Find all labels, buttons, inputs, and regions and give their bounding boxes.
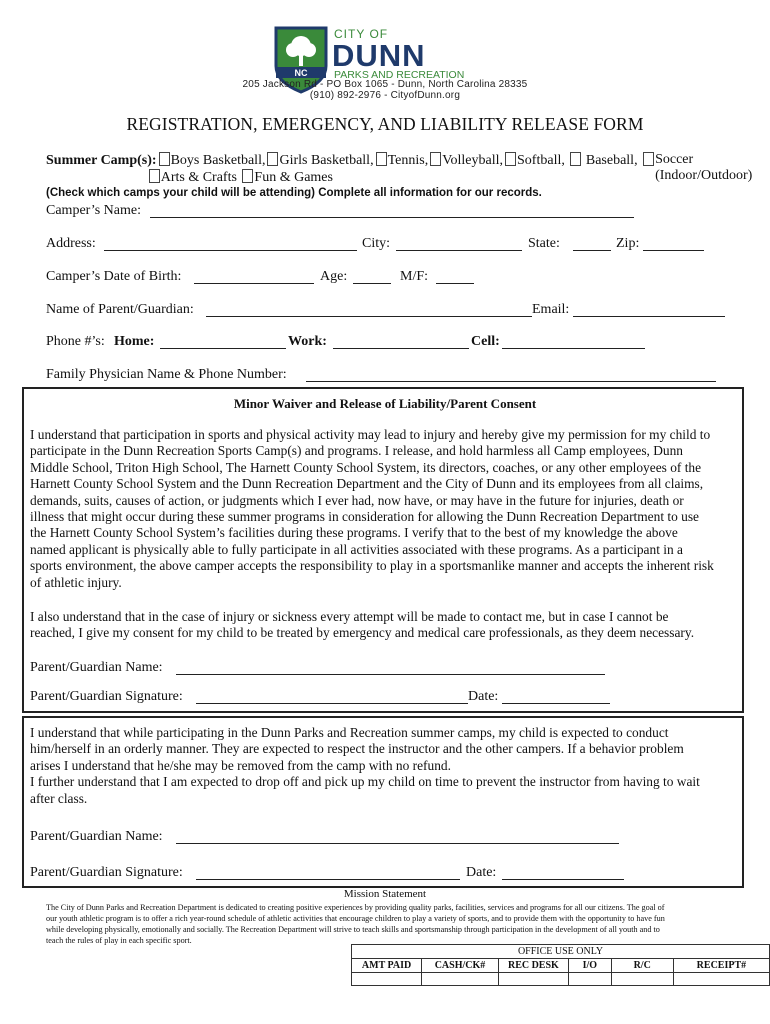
conduct-date-field[interactable] xyxy=(502,879,624,880)
form-title: REGISTRATION, EMERGENCY, AND LIABILITY RELEASE FORM xyxy=(126,114,644,134)
waiver-parent-sig-field[interactable] xyxy=(196,703,468,704)
conduct-parent-sig-field[interactable] xyxy=(196,879,460,880)
waiver-heading: Minor Waiver and Release of Liability/Parent Consent xyxy=(233,396,537,411)
office-columns-row xyxy=(352,959,770,973)
text-line: Middle School, Triton High School, The Harnett County School System, its directors, coaches, or any other employees of the xyxy=(30,459,702,475)
text-line: Harnett County School System and the Dunn Recreation Department and the City of Dunn and its employees from all claims, xyxy=(30,476,704,492)
address-field[interactable] xyxy=(104,250,357,251)
cell-phone-field[interactable] xyxy=(502,348,645,349)
checkbox-soccer[interactable] xyxy=(643,152,654,166)
checkbox-fun-games[interactable] xyxy=(242,169,253,183)
office-cell[interactable] xyxy=(352,973,422,986)
text-line: teach the rules of play in each specific sport. xyxy=(46,936,192,945)
camp-volleyball: Volleyball, xyxy=(442,153,504,168)
text-line: sports environment, the above camper accepts the responsibility to play in a sportsmanlike manner and accepts the inherent risk xyxy=(30,558,714,574)
waiver-paragraph-2 xyxy=(30,609,694,642)
text-line: illness that might occur during these summer programs in consideration for allowing the Dunn Recreation Department to use xyxy=(30,509,699,525)
city-field[interactable] xyxy=(396,250,522,251)
text-line: arises I understand that he/she may be removed from the camp with no refund. xyxy=(30,757,451,773)
office-cell[interactable] xyxy=(673,973,769,986)
conduct-parent-sig-label: Parent/Guardian Signature: xyxy=(30,865,183,880)
text-line: after class. xyxy=(30,790,88,806)
conduct-parent-name-label: Parent/Guardian Name: xyxy=(30,829,163,844)
checkbox-tennis[interactable] xyxy=(376,152,387,166)
text-line: I further understand that I am expected to drop off and pick up my child on time to prevent the instructor from having to wait xyxy=(30,774,700,790)
office-cell[interactable] xyxy=(569,973,612,986)
parent-name-field[interactable] xyxy=(206,316,532,317)
mf-field[interactable] xyxy=(436,283,474,284)
conduct-date-label: Date: xyxy=(466,865,497,880)
checkbox-volleyball[interactable] xyxy=(430,152,441,166)
office-column-header: RECEIPT# xyxy=(673,959,769,973)
work-label: Work: xyxy=(288,334,327,349)
zip-label: Zip: xyxy=(616,236,640,251)
campers-name-field[interactable] xyxy=(150,217,634,218)
camps-line-2 xyxy=(46,169,333,186)
waiver-date-field[interactable] xyxy=(502,703,610,704)
age-label: Age: xyxy=(320,269,348,284)
checkbox-baseball[interactable] xyxy=(570,152,581,166)
camps-label: Summer Camp(s): xyxy=(46,153,157,168)
dob-field[interactable] xyxy=(194,283,314,284)
text-line: named applicant is physically able to fully participate in all activities associated with these programs. As a participant in a xyxy=(30,541,683,557)
age-field[interactable] xyxy=(353,283,391,284)
conduct-paragraph xyxy=(30,725,700,807)
waiver-parent-sig-label: Parent/Guardian Signature: xyxy=(30,689,183,704)
work-phone-field[interactable] xyxy=(333,348,469,349)
logo-city-of: CITY OF xyxy=(334,27,389,41)
text-line: while developing physically, emotionally and socially. The Recreation Department will strive to teach skills and sportsmanship through participation in the development of all youth and to xyxy=(46,925,660,934)
office-column-header: CASH/CK# xyxy=(422,959,499,973)
text-line: reached, I give my consent for my child to be treated by emergency and medical care professionals, as they deem necessary. xyxy=(30,625,695,641)
dob-label: Camper’s Date of Birth: xyxy=(46,269,182,284)
physician-field[interactable] xyxy=(306,381,716,382)
header-address xyxy=(230,79,540,101)
home-phone-field[interactable] xyxy=(160,348,286,349)
text-line: of athletic injury. xyxy=(30,574,122,590)
waiver-paragraph-1 xyxy=(30,427,714,591)
zip-field[interactable] xyxy=(643,250,704,251)
camp-arts-crafts: Arts & Crafts xyxy=(160,170,237,185)
text-line: participate in the Dunn Recreation Sports Camp(s) and programs. I release, and hold harmless all Camp employees, Dunn xyxy=(30,443,683,459)
office-cell[interactable] xyxy=(498,973,568,986)
email-label: Email: xyxy=(532,302,570,317)
camp-girls-basketball: Girls Basketball, xyxy=(279,153,374,168)
cell-label: Cell: xyxy=(471,334,500,349)
waiver-parent-name-label: Parent/Guardian Name: xyxy=(30,660,163,675)
phone-label: Phone #’s: xyxy=(46,334,105,349)
text-line: I understand that while participating in the Dunn Parks and Recreation summer camps, my child is expected to conduct xyxy=(30,725,669,740)
state-field[interactable] xyxy=(573,250,611,251)
office-column-header: AMT PAID xyxy=(352,959,422,973)
mf-label: M/F: xyxy=(400,269,429,284)
office-column-header: REC DESK xyxy=(498,959,568,973)
address-line-2: (910) 892-2976 - CityofDunn.org xyxy=(309,90,461,101)
checkbox-girls-basketball[interactable] xyxy=(267,152,278,166)
text-line: I understand that participation in sports and physical activity may lead to injury and hereby give my permission for my child to xyxy=(30,427,711,442)
address-line-1: 205 Jackson Rd - PO Box 1065 - Dunn, North Carolina 28335 xyxy=(242,79,528,90)
parent-name-label: Name of Parent/Guardian: xyxy=(46,302,194,317)
office-cell[interactable] xyxy=(611,973,673,986)
camp-softball: Softball, xyxy=(517,153,565,168)
email-field[interactable] xyxy=(573,316,725,317)
text-line: our youth athletic program is to offer a rich year-round schedule of athletic activities that encourage children to play a variety of sports, and to provide them with the opportunity to have fun xyxy=(46,914,665,923)
camp-soccer: Soccer (Indoor/Outdoor) xyxy=(655,152,753,183)
text-line: I also understand that in the case of injury or sickness every attempt will be made to contact me, but in case I cannot be xyxy=(30,609,669,624)
camp-tennis: Tennis, xyxy=(387,153,429,168)
checkbox-arts-crafts[interactable] xyxy=(149,169,160,183)
office-use-table xyxy=(351,944,770,986)
office-use-title: OFFICE USE ONLY xyxy=(352,945,770,959)
checkbox-boys-basketball[interactable] xyxy=(159,152,170,166)
conduct-parent-name-field[interactable] xyxy=(176,843,619,844)
campers-name-label: Camper’s Name: xyxy=(46,203,141,218)
text-line: the Harnett County School System’s facilities during these programs. I verify that to the best of my knowledge the above xyxy=(30,525,678,541)
mission-title: Mission Statement xyxy=(343,888,427,900)
camp-baseball: Baseball, xyxy=(585,153,638,168)
camp-fun-games: Fun & Games xyxy=(254,170,333,185)
address-label: Address: xyxy=(46,236,96,251)
state-label: State: xyxy=(528,236,560,251)
office-column-header: I/O xyxy=(569,959,612,973)
physician-label: Family Physician Name & Phone Number: xyxy=(46,367,287,382)
text-line: him/herself in an orderly manner. They are expected to respect the instructor and the other campers. If a behavior problem xyxy=(30,741,684,757)
checkbox-softball[interactable] xyxy=(505,152,516,166)
mission-statement xyxy=(46,902,665,946)
office-cell[interactable] xyxy=(422,973,499,986)
waiver-parent-name-field[interactable] xyxy=(176,674,605,675)
camp-boys-basketball: Boys Basketball, xyxy=(170,153,266,168)
text-line: demands, suits, causes of action, or judgments which I ever had, now have, or may have in the future for injuries, death or xyxy=(30,492,684,508)
text-line: The City of Dunn Parks and Recreation Department is dedicated to creating positive experiences by providing quality parks, facilities, services and programs for all our citizens. The goal of xyxy=(46,903,665,912)
office-column-header: R/C xyxy=(611,959,673,973)
city-label: City: xyxy=(362,236,391,251)
home-label: Home: xyxy=(114,334,155,349)
logo-nc: NC xyxy=(294,68,308,78)
waiver-date-label: Date: xyxy=(468,689,499,704)
logo-dunn: DUNN xyxy=(332,38,426,73)
logo-parks: PARKS AND RECREATION xyxy=(334,69,465,81)
camps-instruction: (Check which camps your child will be attending) Complete all information for our records. xyxy=(46,187,542,199)
